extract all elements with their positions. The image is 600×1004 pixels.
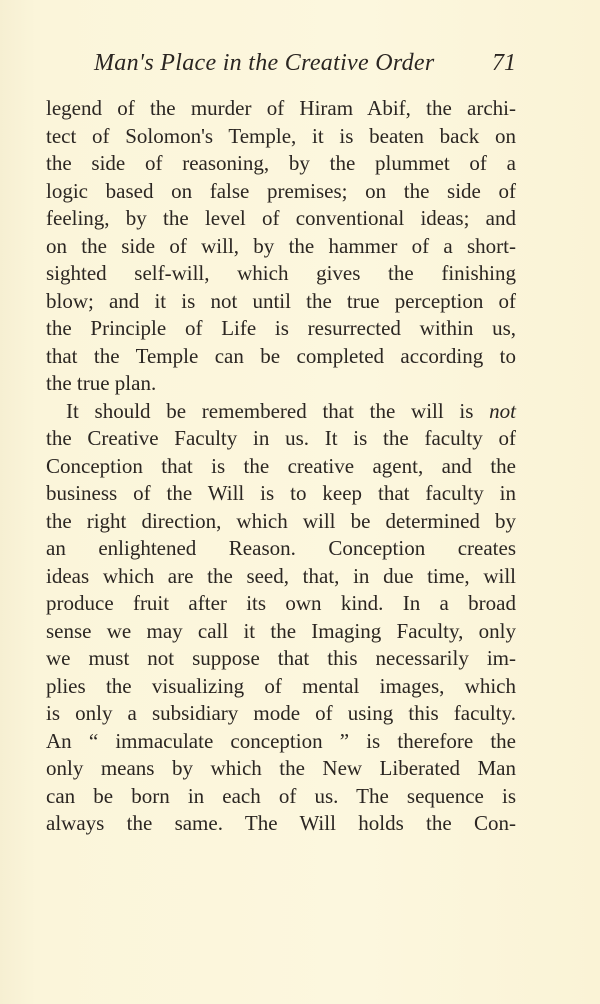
text-line: the Principle of Life is resurrected within us, (46, 316, 516, 340)
text-line: blow; and it is not until the true perception of (46, 288, 516, 313)
text-line: is only a subsidiary mode of using this faculty. (46, 701, 516, 725)
text-line: sighted self-will, which gives the finishing (46, 261, 516, 285)
page-number: 71 (492, 50, 516, 76)
text-line: legend of the murder of Hiram Abif, the archi- (46, 96, 516, 120)
text-line: we must not suppose that this necessarily im- (46, 646, 516, 670)
text-line: business of the Will is to keep that faculty in (46, 481, 516, 505)
text-line: the Creative Faculty in us. It is the faculty of (46, 426, 516, 450)
text-line: always the same. The Will holds the Con- (46, 811, 516, 835)
text-line: logic based on false premises; on the side of (46, 178, 516, 203)
text-line: that the Temple can be completed according to (46, 343, 516, 368)
text-line: the side of reasoning, by the plummet of a (46, 151, 516, 175)
text-line: feeling, by the level of conventional ideas; and (46, 206, 516, 230)
text-line: can be born in each of us. The sequence is (46, 783, 516, 808)
text-line: sense we may call it the Imaging Faculty, only (46, 618, 516, 643)
text-line: plies the visualizing of mental images, which (46, 673, 516, 698)
text-line: the true plan. (46, 371, 157, 395)
text-line: Conception that is the creative agent, and the (46, 453, 516, 478)
running-title: Man's Place in the Creative Order (94, 50, 435, 76)
body-text (46, 95, 516, 838)
running-head (46, 50, 516, 80)
emphasized-word: not (489, 398, 516, 423)
text-line: tect of Solomon's Temple, it is beaten back on (46, 123, 516, 148)
text-line: only means by which the New Liberated Man (46, 756, 516, 780)
text-line-paragraph-start (46, 398, 516, 426)
text-line: the right direction, which will be determined by (46, 508, 516, 533)
text-line: on the side of will, by the hammer of a short- (46, 233, 516, 258)
text-fragment: It should be remembered that the will is (66, 398, 490, 423)
text-line: ideas which are the seed, that, in due time, will (46, 563, 516, 588)
text-line: An “ immaculate conception ” is therefore the (46, 728, 516, 753)
text-line: produce fruit after its own kind. In a broad (46, 591, 516, 615)
text-line: an enlightened Reason. Conception creates (46, 536, 516, 560)
